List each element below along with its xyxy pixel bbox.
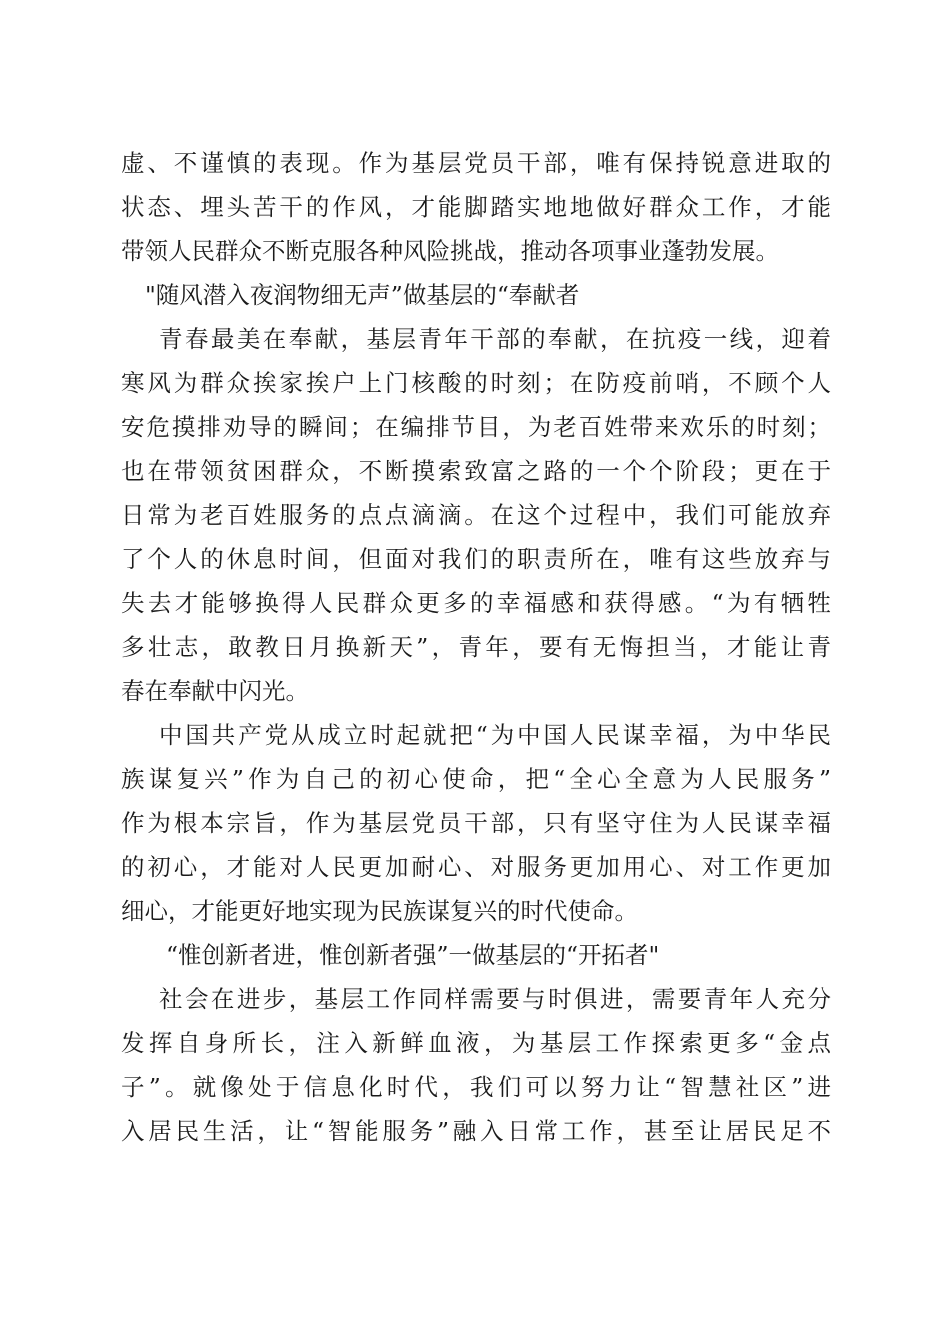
text-line: 族谋复兴”作为自己的初心使命，把“全心全意为人民服务” xyxy=(121,765,831,793)
text-line: 青春最美在奉献，基层青年干部的奉献，在抗疫一线，迎着 xyxy=(159,325,831,353)
text-line: 带领人民群众不断克服各种风险挑战，推动各项事业蓬勃发展。 xyxy=(121,237,779,265)
text-line: 寒风为群众挨家挨户上门核酸的时刻；在防疫前哨，不顾个人 xyxy=(121,369,831,397)
text-line: 细心，才能更好地实现为民族谋复兴的时代使命。 xyxy=(121,897,638,925)
paragraph xyxy=(121,141,831,273)
text-line: 多壮志，敢教日月换新天”，青年，要有无悔担当，才能让青 xyxy=(121,633,831,661)
text-line: 状态、埋头苦干的作风，才能脚踏实地地做好群众工作，才能 xyxy=(121,193,831,221)
text-line: 安危摸排劝导的瞬间；在编排节目，为老百姓带来欢乐的时刻； xyxy=(121,413,831,441)
text-line: 发挥自身所长，注入新鲜血液，为基层工作探索更多“金点 xyxy=(121,1029,831,1057)
text-line: 的初心，才能对人民更加耐心、对服务更加用心、对工作更加 xyxy=(121,853,831,881)
text-line: 日常为老百姓服务的点点滴滴。在这个过程中，我们可能放弃 xyxy=(121,501,831,529)
document-body xyxy=(121,141,831,1153)
paragraph xyxy=(121,977,831,1153)
text-line: 中国共产党从成立时起就把“为中国人民谋幸福，为中华民 xyxy=(159,721,831,749)
section-heading: “惟创新者进，惟创新者强”一做基层的“开拓者" xyxy=(166,941,660,969)
text-line: 虚、不谨慎的表现。作为基层党员干部，唯有保持锐意进取的 xyxy=(121,149,831,177)
text-line: 失去才能够换得人民群众更多的幸福感和获得感。“为有牺牲 xyxy=(121,589,831,617)
text-line: 子”。就像处于信息化时代，我们可以努力让“智慧社区”进 xyxy=(121,1073,831,1101)
paragraph xyxy=(121,317,831,713)
section-heading: "随风潜入夜润物细无声”做基层的“奉献者 xyxy=(145,281,580,309)
text-line: 也在带领贫困群众，不断摸索致富之路的一个个阶段；更在于 xyxy=(121,457,831,485)
text-line: 社会在进步，基层工作同样需要与时俱进，需要青年人充分 xyxy=(159,985,831,1013)
text-line: 春在奉献中闪光。 xyxy=(121,677,309,705)
text-line: 作为根本宗旨，作为基层党员干部，只有坚守住为人民谋幸福 xyxy=(121,809,831,837)
text-line: 了个人的休息时间，但面对我们的职责所在，唯有这些放弃与 xyxy=(121,545,831,573)
paragraph xyxy=(121,713,831,933)
text-line: 入居民生活，让“智能服务”融入日常工作，甚至让居民足不 xyxy=(121,1117,831,1145)
